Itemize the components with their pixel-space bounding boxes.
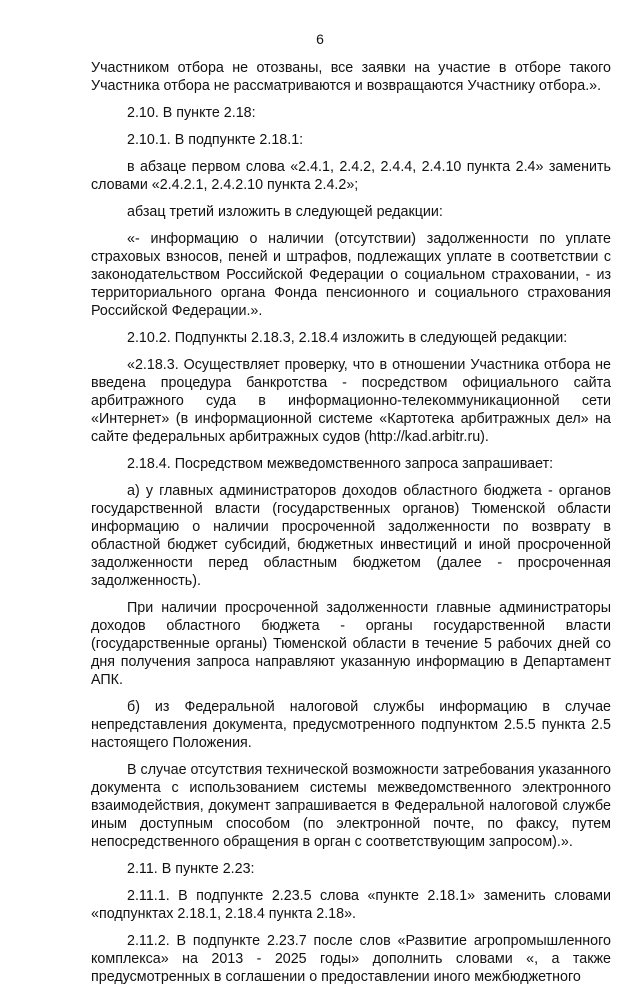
paragraph-overdue-debt: При наличии просроченной задолженности главные администраторы доходов областного бюджета - органы государственной власти (государственные органы) Тюменской области в течение 5 рабочих дней со дня получения запроса направляют указанную информацию в Департамент АПК. — [91, 600, 611, 688]
paragraph-technical-possibility: В случае отсутствия технической возможности затребования указанного документа с использованием системы межведомственного электронного взаимодействия, документ запрашивается в Федеральной налоговой службе иным доступным способом (по электронной почте, по факсу, путем непосредственного обращения в орган с соответствующим запросом).». — [91, 762, 611, 850]
paragraph-replace-words: в абзаце первом слова «2.4.1, 2.4.2, 2.4.4, 2.4.10 пункта 2.4» заменить словами «2.4.2.1, 2.4.2.10 пункта 2.4.2»; — [91, 159, 611, 193]
paragraph-2-10: 2.10. В пункте 2.18: — [127, 105, 256, 121]
paragraph-2-11-1: 2.11.1. В подпункте 2.23.5 слова «пункте 2.18.1» заменить словами «подпунктах 2.18.1, 2.18.4 пункта 2.18». — [91, 888, 611, 922]
paragraph-2-11: 2.11. В пункте 2.23: — [127, 861, 255, 877]
page-number: 6 — [316, 31, 324, 47]
paragraph-continuation: Участником отбора не отозваны, все заявки на участие в отборе такого Участника отбора не рассматриваются и возвращаются Участнику отбора.». — [91, 60, 611, 94]
paragraph-2-10-2: 2.10.2. Подпункты 2.18.3, 2.18.4 изложить в следующей редакции: — [127, 330, 568, 346]
paragraph-2-18-3: «2.18.3. Осуществляет проверку, что в отношении Участника отбора не введена процедура банкротства - посредством официального сайта арбитражного суда в информационно-телекоммуникационной сети «Интернет» (в информационной системе «Картотека арбитражных дел» на сайте федеральных арбитражных судов (http://kad.arbitr.ru). — [91, 357, 611, 445]
paragraph-third-abzac: абзац третий изложить в следующей редакции: — [127, 204, 443, 220]
document-body — [91, 59, 611, 995]
paragraph-item-a: а) у главных администраторов доходов областного бюджета - органов государственной власти (государственных органов) Тюменской области информацию о наличии просроченной задолженности по возврату в областной бюджет субсидий, бюджетных инвестиций и иной просроченной задолженности перед областным бюджетом (далее - просроченная задолженность). — [91, 483, 611, 589]
paragraph-item-b: б) из Федеральной налоговой службы информацию в случае непредставления документа, предусмотренного подпунктом 2.5.5 пункта 2.5 настоящего Положения. — [91, 699, 611, 751]
paragraph-debt-info: «- информацию о наличии (отсутствии) задолженности по уплате страховых взносов, пеней и штрафов, подлежащих уплате в соответствии с законодательством Российской Федерации о социальном страховании, - из территориального органа Фонда пенсионного и социального страхования Российской Федерации.». — [91, 231, 611, 319]
paragraph-2-11-2: 2.11.2. В подпункте 2.23.7 после слов «Развитие агропромышленного комплекса» на 2013 - 2025 годы» дополнить словами «, а также предусмотренных в соглашении о предоставлении иного межбюджетного — [91, 933, 611, 985]
paragraph-2-10-1: 2.10.1. В подпункте 2.18.1: — [127, 132, 304, 148]
paragraph-2-18-4: 2.18.4. Посредством межведомственного запроса запрашивает: — [127, 456, 554, 472]
